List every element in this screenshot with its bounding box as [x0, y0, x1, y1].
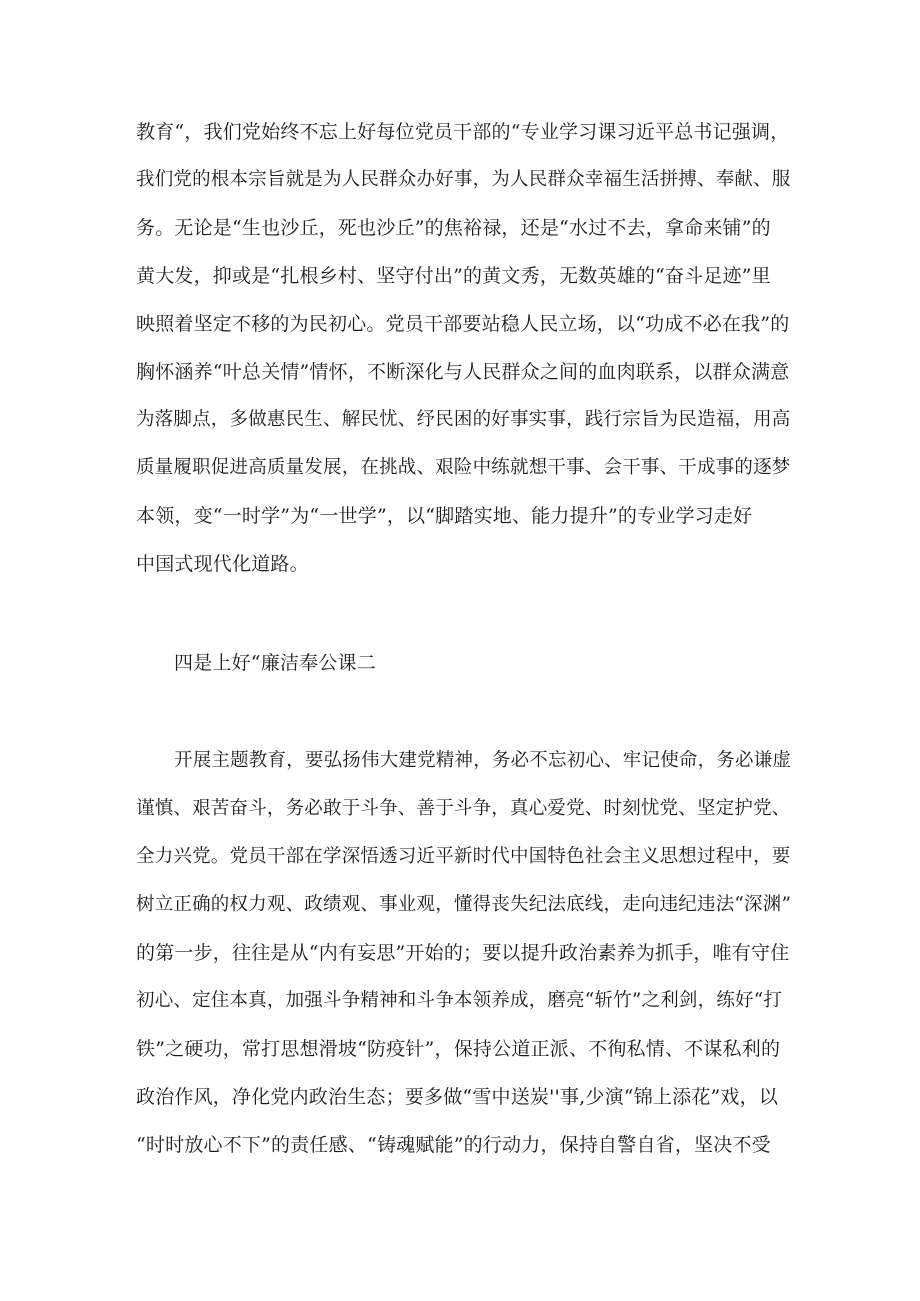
paragraph-line: 胸怀涵养“叶总关情”情怀，不断深化与人民群众之间的血肉联系，以群众满意 [136, 361, 790, 383]
paragraph-line: 中国式现代化道路。 [136, 553, 309, 575]
paragraph-line: 的第一步，往往是从“内有妄思”开始的；要以提升政治素养为抓手，唯有守住 [136, 942, 790, 964]
paragraph-line: 质量履职促进高质量发展，在挑战、艰险中练就想干事、会干事、干成事的逐梦 [136, 457, 791, 478]
paragraph-line: 教育“，我们党始终不忘上好每位党员干部的“专业学习课习近平总书记强调， [136, 121, 790, 143]
paragraph-line: “时时放心不下”的责任感、“铸魂赋能”的行动力，保持自警自省，坚决不受 [136, 1134, 771, 1156]
paragraph-line: 我们党的根本宗旨就是为人民群众办好事，为人民群众幸福生活拼搏、奉献、服 [136, 169, 791, 190]
paragraph-line: 铁”之硬功，常打思想滑坡“防疫针”，保持公道正派、不徇私情、不谋私利的 [136, 1038, 781, 1060]
paragraph-line: 树立正确的权力观、政绩观、事业观，懂得丧失纪法底线，走向违纪违法“深渊” [136, 894, 792, 915]
paragraph-line: 谨慎、艰苦奋斗，务必敢于斗争、善于斗争，真心爱党、时刻忧党、坚定护党、 [136, 798, 791, 819]
paragraph-line: 初心、定住本真，加强斗争精神和斗争本领养成，磨亮“斩竹”之利剑，练好“打 [136, 990, 783, 1011]
section-heading: 四是上好“廉洁奉公课二 [174, 652, 376, 674]
paragraph-line: 政治作风，净化党内政治生态；要多做“雪中送炭''事,少演“锦上添花”戏，以 [136, 1086, 779, 1108]
paragraph-line: 务。无论是“生也沙丘，死也沙丘”的焦裕禄，还是“水过不去，拿命来铺”的 [136, 217, 771, 239]
paragraph-line: 全力兴党。党员干部在学深悟透习近平新时代中国特色社会主义思想过程中，要 [136, 846, 791, 867]
paragraph-line: 黄大发，抑或是“扎根乡村、坚守付出”的黄文秀，无数英雄的“奋斗足迹”里 [136, 265, 771, 287]
paragraph-line: 开展主题教育，要弘扬伟大建党精神，务必不忘初心、牢记使命，务必谦虚 [174, 750, 792, 771]
paragraph-line: 为落脚点，多做惠民生、解民忧、纾民困的好事实事，践行宗旨为民造福，用高 [136, 409, 791, 430]
paragraph-line: 本领，变“一时学”为“一世学”，以“脚踏实地、能力提升”的专业学习走好 [136, 505, 753, 527]
paragraph-line: 映照着坚定不移的为民初心。党员干部要站稳人民立场，以“功成不必在我”的 [136, 313, 790, 335]
